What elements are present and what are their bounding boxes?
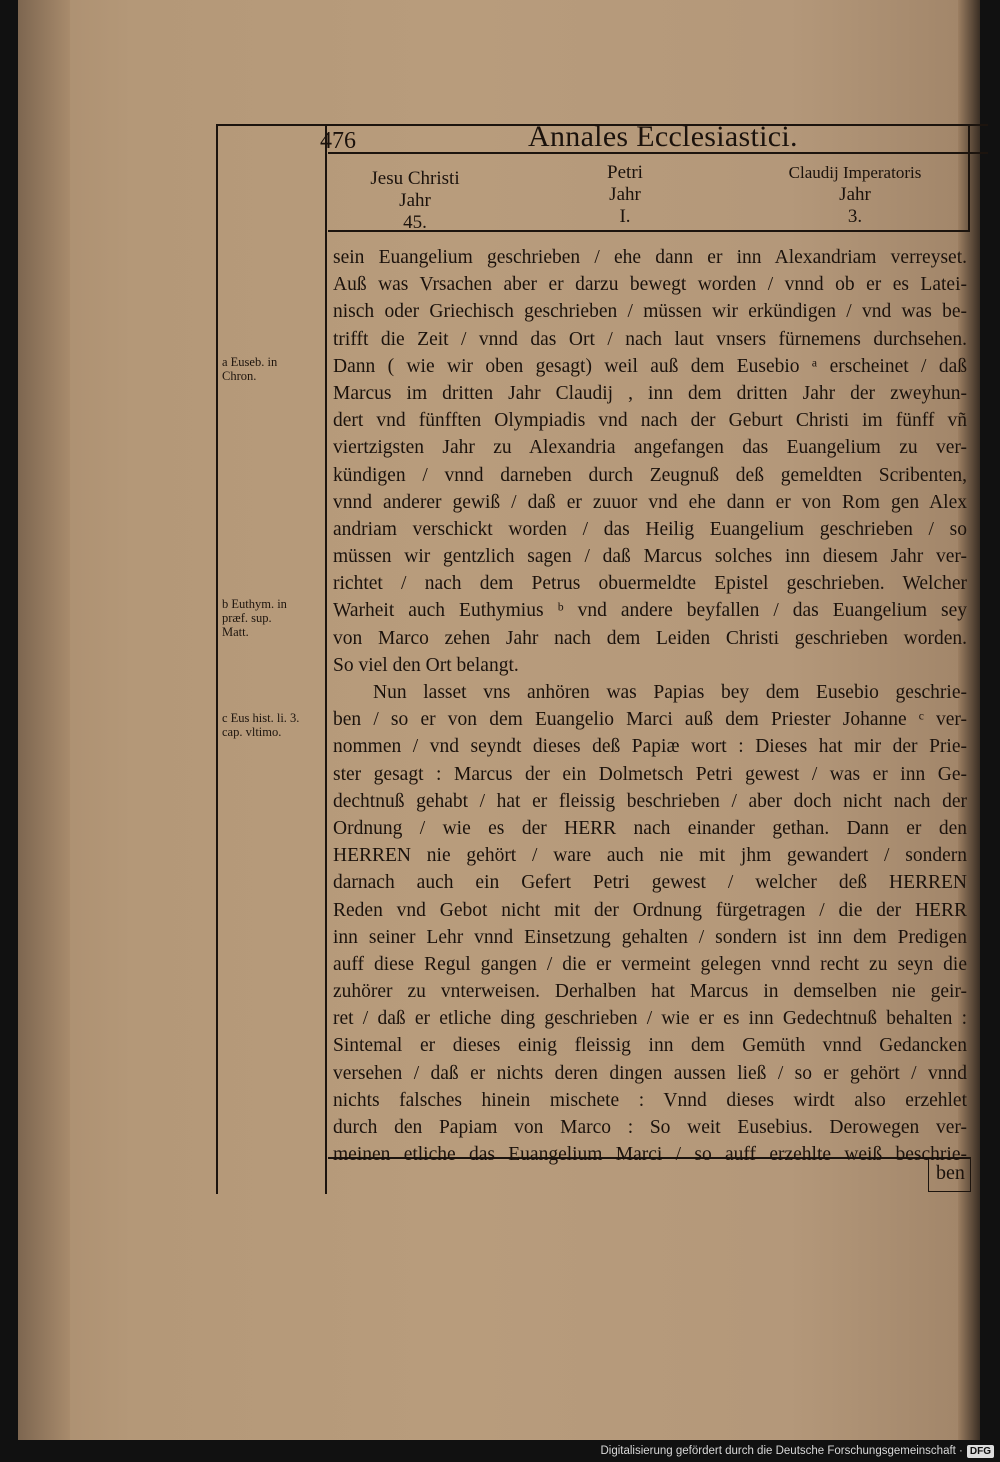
text-line: darnach auch ein Gefert Petri gewest / welcher deß HERREN (333, 872, 967, 894)
text-line: andriam verschickt worden / das Heilig Euangelium geschrieben / so (333, 518, 967, 540)
running-title: Annales Ecclesiastici. (528, 120, 798, 153)
text-line: ster gesagt : Marcus der ein Dolmetsch Petri gewest / was er inn Ge- (333, 763, 967, 785)
marginal-note-line: præf. sup. (222, 611, 272, 625)
marginal-note-a (222, 355, 322, 383)
text-line: sein Euangelium geschrieben / ehe dann er inn Alexandriam verreyset. (333, 247, 967, 268)
text-line: durch den Papiam von Marco : So weit Eusebius. Derowegen ver- (333, 1117, 967, 1138)
column-heading-line: Jesu Christi (370, 168, 460, 189)
text-line: nisch oder Griechisch geschrieben / müssen wir erkündigen / vnd was be- (333, 301, 967, 323)
text-line: Nun lasset vns anhören was Papias bey dem Eusebio geschrie- (373, 682, 967, 703)
marginal-note-line: b Euthym. in (222, 597, 287, 611)
marginal-note-line: cap. vltimo. (222, 725, 282, 739)
dfg-logo: DFG (967, 1445, 994, 1458)
text-line: auff diese Regul gangen / die er vermeint gelegen vnnd recht zu seyn die (333, 953, 967, 975)
column-heading-line: 3. (847, 206, 863, 227)
text-line: Dann ( wie wir oben gesagt) weil auß dem Eusebio ᵃ erscheinet / daß (333, 355, 967, 377)
text-line: inn seiner Lehr vnnd Einsetzung gehalten / sondern ist inn dem Predigen (333, 926, 967, 948)
text-line: Auß was Vrsachen aber er darzu bewegt worden / vnnd ob er es Latei- (333, 274, 967, 296)
page-number: 476 (320, 128, 356, 154)
text-line: versehen / daß er nichts deren dingen aussen ließ / so er gehört / vnnd (333, 1062, 967, 1084)
text-line: Marcus im dritten Jahr Claudij , inn dem dritten Jahr der zweyhun- (333, 382, 967, 404)
column-heading-line: Jahr (839, 184, 871, 205)
text-line: kündigen / vnnd darneben durch Zeugnuß deß gemeldten Scribenten, (333, 464, 967, 486)
column-heading-line: I. (619, 206, 631, 227)
column-heading-line: Jahr (399, 190, 431, 211)
column-heading-claudij (760, 162, 950, 228)
marginal-note-b (222, 597, 322, 639)
text-line: richtet / nach dem Petrus obuermeldte Epistel geschrieben. Welcher (333, 573, 967, 595)
marginal-note-c (222, 711, 322, 739)
credit-text: Digitalisierung gefördert durch die Deutsche Forschungsgemeinschaft · (600, 1445, 963, 1457)
marginal-note-line: c Eus hist. li. 3. (222, 711, 300, 725)
text-line: dert vnd fünfften Olympiadis vnd nach der Geburt Christi im fünff vñ (333, 410, 967, 432)
catchword-box-right (970, 1157, 971, 1192)
column-heading-line: Petri (607, 162, 643, 183)
text-line: vnnd anderer gewiß / daß er zuuor vnd ehe dann er von Rom gen Alex (333, 491, 967, 513)
text-column-rule (325, 124, 327, 1194)
digitization-credit (600, 1441, 994, 1461)
text-line: dechtnuß gehabt / hat er fleissig beschrieben / aber doch nicht nach der (333, 790, 967, 812)
text-line: nommen / vnd seyndt dieses deß Papiæ wort : Dieses hat mir der Prie- (333, 736, 967, 758)
right-frame-rule (968, 124, 970, 230)
text-line: viertzigsten Jahr zu Alexandria angefangen das Euangelium zu ver- (333, 437, 967, 459)
body-text (333, 244, 967, 1168)
marginal-note-line: a Euseb. in (222, 355, 278, 369)
page-gutter (18, 0, 70, 1440)
text-line: trifft die Zeit / vnnd das Ort / nach laut vnsers fürnemens durchsehen. (333, 328, 967, 350)
text-line: ben / so er von dem Euangelio Marci auß dem Priester Johanne ᶜ ver- (333, 709, 967, 731)
left-frame-rule (216, 124, 218, 1194)
text-line: Warheit auch Euthymius ᵇ vnd andere beyfallen / das Euangelium sey (333, 600, 967, 622)
text-line: HERREN nie gehört / ware auch nie mit jhm gewandert / sondern (333, 845, 967, 867)
text-line: Reden vnd Gebot nicht mit der Ordnung fürgetragen / die der HERR (333, 899, 967, 921)
text-line: Sintemal er dieses einig fleissig inn dem Gemüth vnnd Gedancken (333, 1035, 967, 1057)
text-line: von Marco zehen Jahr nach dem Leiden Christi geschrieben worden. (333, 627, 967, 649)
text-line: Ordnung / wie es der HERR nach einander gethan. Dann er den (333, 817, 967, 839)
catchword: ben (936, 1162, 965, 1184)
text-line: meinen etliche das Euangelium Marci / so auff erzehlte weiß beschrie- (333, 1144, 967, 1166)
text-line: nichts falsches hinein mischete : Vnnd dieses wirdt also erzehlet (333, 1089, 967, 1111)
text-line: ret / daß er etliche ding geschrieben / wie er es inn Gedechtnuß behalten : (333, 1008, 967, 1030)
catchword-box-bottom (928, 1191, 970, 1192)
marginal-note-line: Chron. (222, 369, 257, 383)
column-heading-christi (330, 168, 500, 234)
column-heading-line: Claudij Imperatoris (788, 163, 922, 182)
text-line: So viel den Ort belangt. (333, 654, 519, 676)
column-heading-line: 45. (403, 212, 427, 233)
text-line: müssen wir gentzlich sagen / daß Marcus solches inn diesem Jahr ver- (333, 546, 967, 568)
column-heading-line: Jahr (609, 184, 641, 205)
marginal-note-line: Matt. (222, 625, 249, 639)
text-line: zuhörer zu vnterweisen. Derhalben hat Marcus in demselben nie geir- (333, 981, 967, 1003)
column-heading-petri (570, 162, 680, 228)
